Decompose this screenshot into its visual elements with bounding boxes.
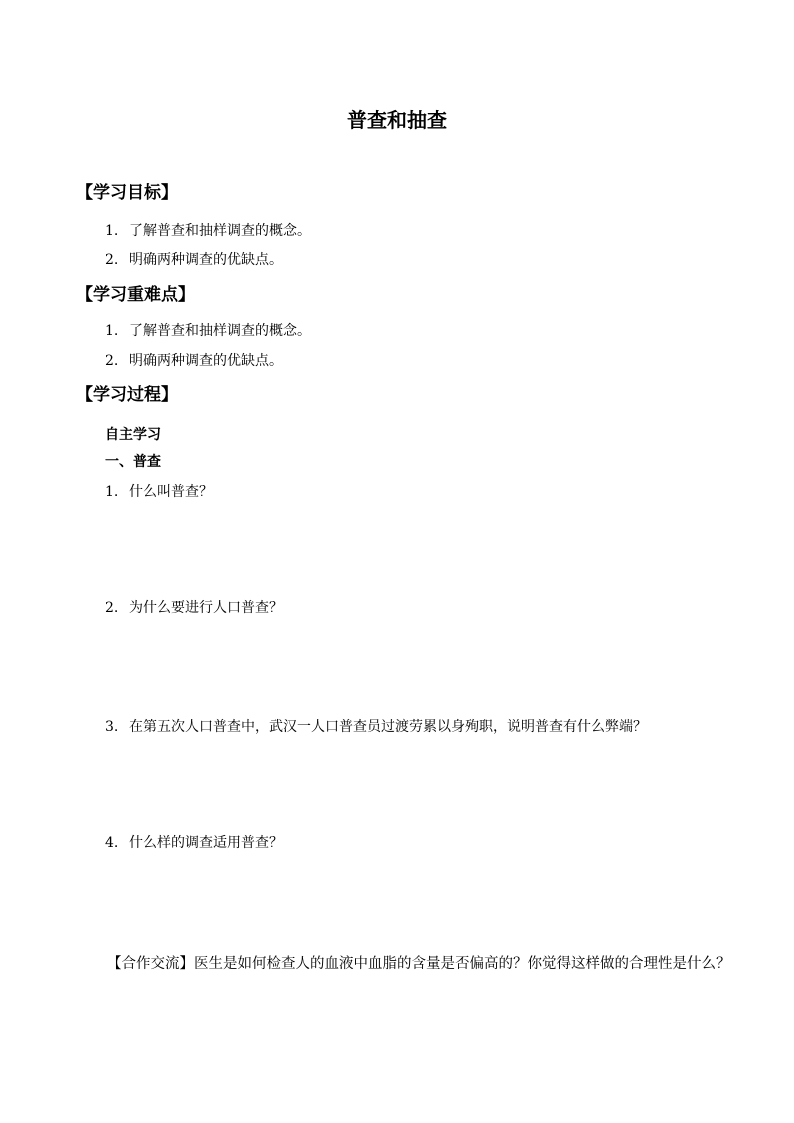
page-title: 普查和抽查 [347,108,447,132]
item-text: 什么样的调查适用普查？ [129,835,283,851]
item-text: 什么叫普查？ [129,484,213,500]
list-item [105,249,283,269]
question-item [105,832,283,852]
subheading-census: 一、普查 [105,454,161,470]
section-heading-key-points: 【学习重难点】 [76,285,195,305]
item-number: 2. [105,252,119,268]
subheading-self-study: 自主学习 [105,427,161,443]
list-item [105,220,311,240]
section-heading-process: 【学习过程】 [76,385,178,405]
question-item [105,716,647,736]
item-text: 了解普查和抽样调查的概念。 [129,223,311,239]
item-number: 1. [105,484,119,500]
cooperation-label: 【合作交流】 [107,956,194,972]
section-heading-objectives: 【学习目标】 [76,183,178,203]
item-number: 1. [105,223,119,239]
item-text: 了解普查和抽样调查的概念。 [129,323,311,339]
cooperation-paragraph [74,948,734,980]
list-item [105,320,311,340]
question-item [105,481,213,501]
cooperation-text: 医生是如何检查人的血液中血脂的含量是否偏高的？你觉得这样做的合理性是什么？ [194,956,731,972]
item-number: 2. [105,353,119,369]
question-item [105,597,283,617]
item-text: 明确两种调查的优缺点。 [129,252,283,268]
item-number: 2. [105,600,119,616]
item-number: 4. [105,835,119,851]
item-number: 3. [105,719,119,735]
item-text: 在第五次人口普查中，武汉一人口普查员过渡劳累以身殉职，说明普查有什么弊端？ [129,719,647,735]
list-item [105,350,283,370]
item-number: 1. [105,323,119,339]
item-text: 明确两种调查的优缺点。 [129,353,283,369]
item-text: 为什么要进行人口普查？ [129,600,283,616]
